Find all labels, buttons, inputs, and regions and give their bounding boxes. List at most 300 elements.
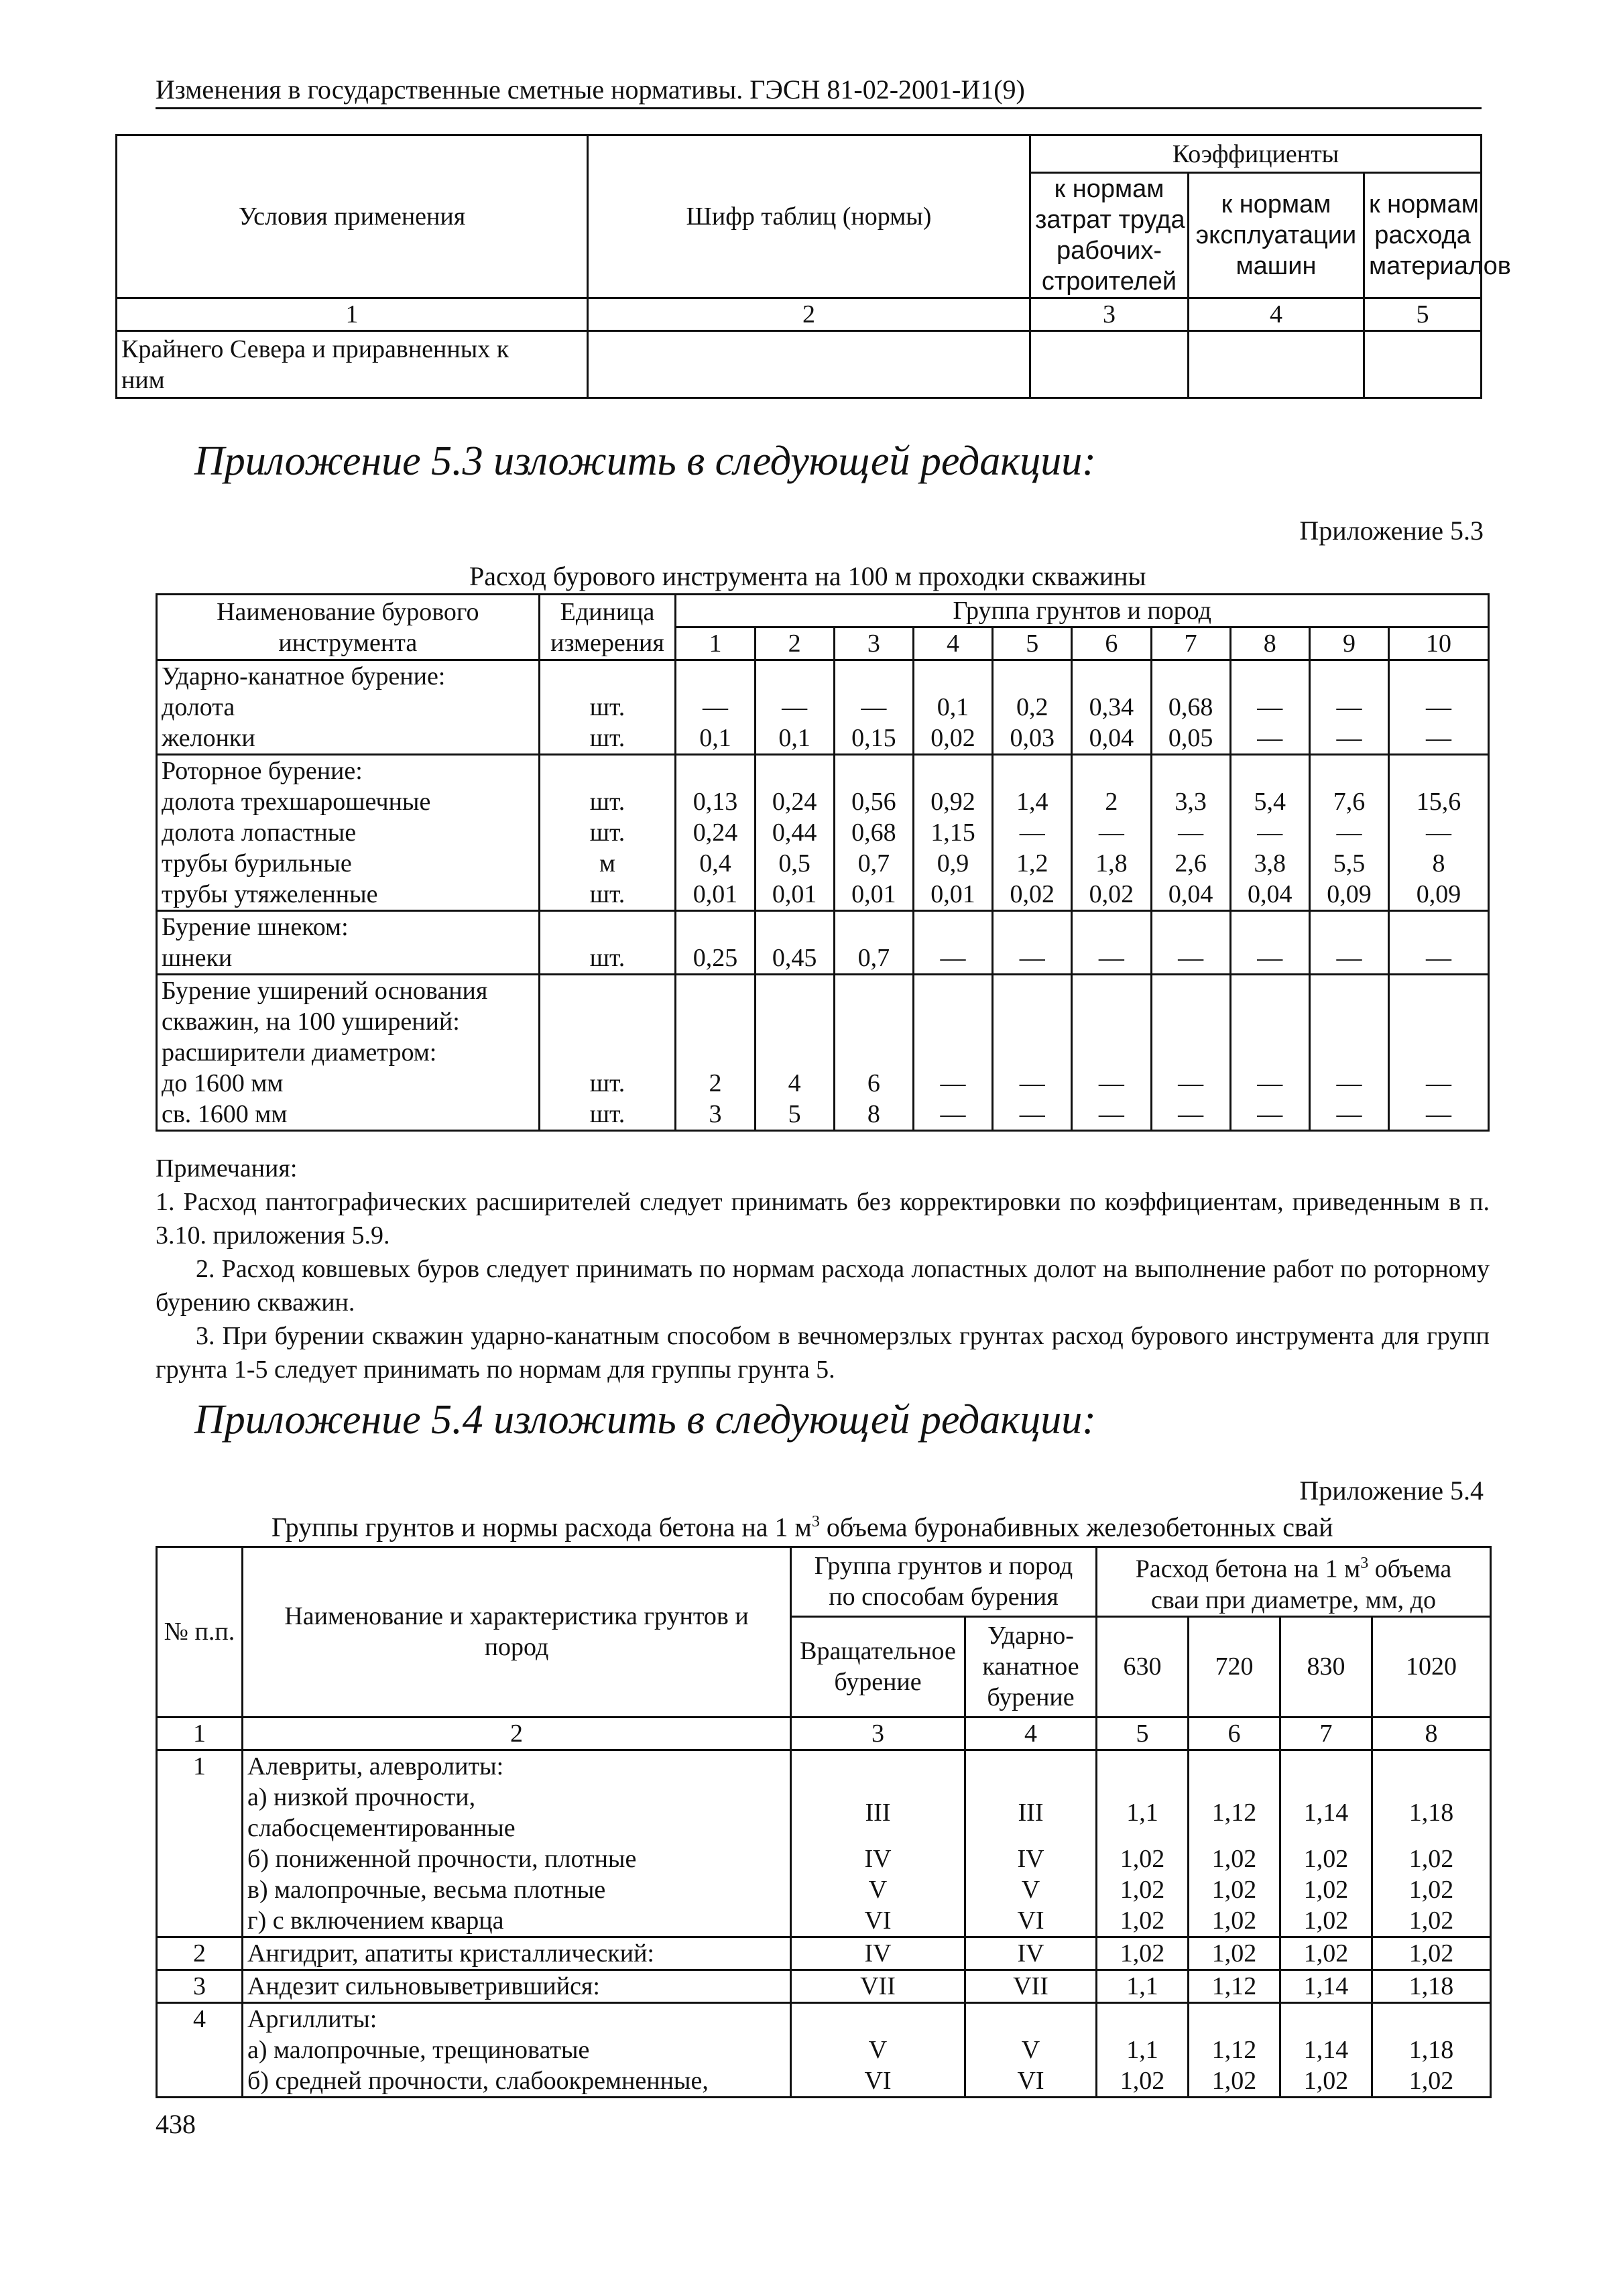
value-cell: — <box>1151 1068 1230 1099</box>
table-row <box>157 1937 1491 1970</box>
group-num: 3 <box>834 627 913 660</box>
empty-cell <box>1230 975 1309 1069</box>
value-cell: — <box>913 1068 992 1099</box>
section-title-row <box>157 911 1489 943</box>
percussion-group-cell: V <box>965 2035 1097 2065</box>
tool-name-cell: шнеки <box>157 943 540 975</box>
rotary-group-cell: V <box>791 2035 965 2065</box>
tool-name-cell: трубы бурильные <box>157 848 540 879</box>
table-row <box>157 1068 1489 1099</box>
tool-name-cell: до 1600 мм <box>157 1068 540 1099</box>
empty-cell <box>913 975 992 1069</box>
coefficients-table <box>115 134 1511 399</box>
empty-cell <box>1072 975 1151 1069</box>
concrete-value-cell: 1,18 <box>1372 2035 1491 2065</box>
tool-name-cell: долота трехшарошечные <box>157 786 540 817</box>
value-cell: — <box>1230 723 1309 755</box>
value-cell: 5 <box>755 1099 834 1131</box>
table3-caption: Группы грунтов и нормы расхода бетона на 1 $м^3$ объема буронабивных железобетонных свай <box>272 1512 1333 1543</box>
soil-name-line: Ангидрит, апатиты кристаллический: <box>247 1939 654 1968</box>
diameter-header: 630 <box>1097 1616 1189 1717</box>
percussion-group-cell: III <box>965 1782 1097 1844</box>
table-row <box>157 1844 1491 1874</box>
unit-cell: шт. <box>539 723 676 755</box>
empty-cell <box>588 331 1030 398</box>
value-cell: 0,1 <box>913 692 992 723</box>
percussion-group-cell: VI <box>965 2065 1097 2098</box>
rotary-drilling-header: Вращательное бурение <box>791 1616 965 1717</box>
value-cell: — <box>1230 943 1309 975</box>
section-title-line: скважин, на 100 уширений: <box>162 1008 460 1036</box>
empty-cell <box>1030 331 1189 398</box>
table-row <box>157 692 1489 723</box>
value-cell: 0,02 <box>1072 879 1151 911</box>
diameter-header: 1020 <box>1372 1616 1491 1717</box>
value-cell: 0,7 <box>834 943 913 975</box>
concrete-value-cell: 1,1 <box>1097 1782 1189 1844</box>
value-cell: 0,05 <box>1151 723 1230 755</box>
value-cell: — <box>1389 1099 1489 1131</box>
unit-cell: шт. <box>539 879 676 911</box>
section-title-line: Бурение уширений основания <box>162 977 488 1005</box>
empty-cell <box>539 975 676 1069</box>
tool-name-cell: желонки <box>157 723 540 755</box>
value-cell: 3,3 <box>1151 786 1230 817</box>
table-row <box>157 879 1489 911</box>
soil-name-line: а) малопрочные, трещиноватые <box>247 2035 590 2064</box>
value-cell: — <box>1389 817 1489 848</box>
coef-machines-header: к нормам эксплуатации машин <box>1189 173 1364 298</box>
group-num: 10 <box>1389 627 1489 660</box>
appendix-label-5-3: Приложение 5.3 <box>1299 516 1484 546</box>
tool-name-cell: долота лопастные <box>157 817 540 848</box>
soil-name-line: в) малопрочные, весьма плотные <box>247 1875 606 1904</box>
percussion-group-cell <box>965 1750 1097 1782</box>
unit-cell: шт. <box>539 692 676 723</box>
value-cell: 0,01 <box>913 879 992 911</box>
rotary-group-cell <box>791 1750 965 1782</box>
column-number-row <box>117 298 1482 331</box>
value-cell: — <box>993 1099 1072 1131</box>
empty-cell <box>1364 331 1482 398</box>
empty-cell <box>1151 755 1230 787</box>
row-number-cell: 4 <box>157 2002 243 2035</box>
col-num: 7 <box>1280 1717 1372 1750</box>
concrete-value-cell: 1,02 <box>1280 1874 1372 1905</box>
soil-name-line: г) с включением кварца <box>247 1906 504 1935</box>
value-cell: 0,1 <box>676 723 755 755</box>
row-number-cell <box>157 2065 243 2098</box>
rotary-group-cell: IV <box>791 1844 965 1874</box>
section-title-line: расширители диаметром: <box>162 1038 437 1067</box>
table2-caption: Расход бурового инструмента на 100 м проходки скважины <box>469 561 1146 591</box>
concrete-value-cell: 1,02 <box>1372 1874 1491 1905</box>
empty-cell <box>1389 755 1489 787</box>
value-cell: 0,02 <box>993 879 1072 911</box>
value-cell: 5,5 <box>1309 848 1388 879</box>
tool-name-cell: трубы утяжеленные <box>157 879 540 911</box>
value-cell: 0,56 <box>834 786 913 817</box>
empty-cell <box>1072 660 1151 692</box>
soil-name-line: слабосцементированные <box>247 1813 516 1842</box>
tool-name-cell: св. 1600 мм <box>157 1099 540 1131</box>
empty-cell <box>539 911 676 943</box>
table-row <box>157 817 1489 848</box>
empty-cell <box>1309 911 1388 943</box>
value-cell: 7,6 <box>1309 786 1388 817</box>
col-num: 6 <box>1189 1717 1280 1750</box>
value-cell: 1,4 <box>993 786 1072 817</box>
group-num: 6 <box>1072 627 1151 660</box>
group-num: 2 <box>755 627 834 660</box>
concrete-value-cell: 1,14 <box>1280 1970 1372 2002</box>
concrete-value-cell: 1,02 <box>1097 1844 1189 1874</box>
percussion-group-cell: VI <box>965 1905 1097 1937</box>
value-cell: 0,25 <box>676 943 755 975</box>
empty-cell <box>1189 331 1364 398</box>
empty-cell <box>1072 911 1151 943</box>
concrete-value-cell <box>1097 2002 1189 2035</box>
value-cell: 0,68 <box>1151 692 1230 723</box>
empty-cell <box>1309 755 1388 787</box>
rotary-group-cell: IV <box>791 1937 965 1970</box>
soil-groups-table <box>156 1546 1492 2098</box>
empty-cell <box>1230 755 1309 787</box>
col-num: 8 <box>1372 1717 1491 1750</box>
empty-cell <box>913 755 992 787</box>
concrete-value-cell: 1,12 <box>1189 1970 1280 2002</box>
concrete-value-cell: 1,02 <box>1189 1937 1280 1970</box>
empty-cell <box>676 755 755 787</box>
value-cell: — <box>913 1099 992 1131</box>
table-row <box>157 1750 1491 1782</box>
table-row <box>157 943 1489 975</box>
concrete-value-cell: 1,02 <box>1280 1937 1372 1970</box>
value-cell: — <box>1389 1068 1489 1099</box>
drilling-tool-body <box>157 660 1489 1131</box>
soil-name-cell <box>243 2065 791 2098</box>
soil-name-cell <box>243 1750 791 1782</box>
col-num: 1 <box>157 1717 243 1750</box>
col-code-header: Шифр таблиц (нормы) <box>588 135 1030 298</box>
col-soil-group-header: Группа грунтов и пород по способам бурения <box>791 1547 1097 1617</box>
section-title-line: Ударно-канатное бурение: <box>162 662 446 690</box>
col-num: 4 <box>965 1717 1097 1750</box>
table-row <box>157 1782 1491 1844</box>
concrete-value-cell <box>1372 1750 1491 1782</box>
value-cell: 0,09 <box>1309 879 1388 911</box>
value-cell: — <box>1309 1099 1388 1131</box>
concrete-value-cell: 1,02 <box>1097 1937 1189 1970</box>
concrete-value-cell: 1,18 <box>1372 1782 1491 1844</box>
soil-name-cell <box>243 2035 791 2065</box>
concrete-value-cell: 1,14 <box>1280 2035 1372 2065</box>
section-title-cell <box>157 975 540 1069</box>
table-row <box>157 786 1489 817</box>
notes-title: Примечания: <box>156 1154 298 1183</box>
row-number-cell <box>157 2035 243 2065</box>
concrete-value-cell: 1,02 <box>1280 1844 1372 1874</box>
value-cell: — <box>1230 817 1309 848</box>
unit-cell: м <box>539 848 676 879</box>
group-num: 9 <box>1309 627 1388 660</box>
table-row <box>157 2035 1491 2065</box>
section-title-5-4: Приложение 5.4 изложить в следующей редакции: <box>194 1397 1096 1443</box>
value-cell: — <box>1389 943 1489 975</box>
empty-cell <box>1389 660 1489 692</box>
table-row <box>157 2065 1491 2098</box>
section-title-row <box>157 660 1489 692</box>
empty-cell <box>755 660 834 692</box>
concrete-value-cell: 1,14 <box>1280 1782 1372 1844</box>
value-cell: — <box>1230 692 1309 723</box>
concrete-value-cell <box>1280 1750 1372 1782</box>
soil-name-line: б) средней прочности, слабоокремненные, <box>247 2066 709 2095</box>
soil-name-line: а) низкой прочности, <box>247 1783 476 1811</box>
concrete-value-cell: 1,02 <box>1097 1905 1189 1937</box>
empty-cell <box>1230 660 1309 692</box>
value-cell: 0,04 <box>1230 879 1309 911</box>
concrete-value-cell: 1,02 <box>1372 2065 1491 2098</box>
empty-cell <box>1309 975 1388 1069</box>
unit-cell: шт. <box>539 817 676 848</box>
col-coef-header: Коэффициенты <box>1030 135 1482 173</box>
value-cell: 0,24 <box>755 786 834 817</box>
value-cell: — <box>1389 692 1489 723</box>
page-number: 438 <box>156 2109 196 2139</box>
value-cell: — <box>1151 943 1230 975</box>
soil-name-cell <box>243 1937 791 1970</box>
rotary-group-cell: III <box>791 1782 965 1844</box>
soil-groups-body <box>157 1750 1491 2097</box>
concrete-value-cell: 1,02 <box>1372 1937 1491 1970</box>
empty-cell <box>1230 911 1309 943</box>
note-3: 3. При бурении скважин ударно-канатным способом в вечномерзлых грунтах расход бурового инструмента для групп грунта 1-5 следует принимать по нормам для группы грунта 5. <box>156 1322 1490 1384</box>
col-num: 3 <box>791 1717 965 1750</box>
soil-name-line: Аргиллиты: <box>247 2004 377 2033</box>
col-num: 5 <box>1097 1717 1189 1750</box>
drilling-tool-table <box>156 593 1490 1132</box>
group-num: 4 <box>913 627 992 660</box>
section-title-row <box>157 975 1489 1069</box>
value-cell: 1,8 <box>1072 848 1151 879</box>
value-cell: 0,4 <box>676 848 755 879</box>
section-title-line: Роторное бурение: <box>162 757 363 785</box>
value-cell: — <box>1309 1068 1388 1099</box>
unit-cell: шт. <box>539 943 676 975</box>
diameter-header: 830 <box>1280 1616 1372 1717</box>
empty-cell <box>1072 755 1151 787</box>
rotary-group-cell: VII <box>791 1970 965 2002</box>
empty-cell <box>755 975 834 1069</box>
empty-cell <box>913 660 992 692</box>
empty-cell <box>1309 660 1388 692</box>
value-cell: — <box>755 692 834 723</box>
empty-cell <box>539 660 676 692</box>
empty-cell <box>539 755 676 787</box>
value-cell: 6 <box>834 1068 913 1099</box>
rotary-group-cell: V <box>791 1874 965 1905</box>
empty-cell <box>676 911 755 943</box>
percussion-group-cell: IV <box>965 1844 1097 1874</box>
soil-name-cell <box>243 2002 791 2035</box>
diameter-header: 720 <box>1189 1616 1280 1717</box>
table-row <box>157 1099 1489 1131</box>
group-num: 5 <box>993 627 1072 660</box>
condition-cell: Крайнего Севера и приравненных к ним <box>117 331 588 398</box>
value-cell: — <box>913 943 992 975</box>
value-cell: — <box>1230 1099 1309 1131</box>
value-cell: 0,09 <box>1389 879 1489 911</box>
empty-cell <box>834 755 913 787</box>
appendix-label-5-4: Приложение 5.4 <box>1299 1475 1484 1506</box>
concrete-value-cell: 1,02 <box>1189 2065 1280 2098</box>
col-group-header: Группа грунтов и пород <box>676 595 1489 627</box>
empty-cell <box>1151 975 1230 1069</box>
value-cell: 0,68 <box>834 817 913 848</box>
column-number-row <box>157 1717 1491 1750</box>
table-row <box>117 331 1482 398</box>
percussion-group-cell: VII <box>965 1970 1097 2002</box>
empty-cell <box>1389 975 1489 1069</box>
empty-cell <box>1151 660 1230 692</box>
value-cell: 4 <box>755 1068 834 1099</box>
col-num: 2 <box>588 298 1030 331</box>
group-num: 8 <box>1230 627 1309 660</box>
concrete-value-cell <box>1097 1750 1189 1782</box>
value-cell: — <box>1151 1099 1230 1131</box>
value-cell: 0,01 <box>834 879 913 911</box>
col-concrete-header: Расход бетона на 1 $м^3$ объема сваи при диаметре, мм, до <box>1097 1547 1491 1617</box>
value-cell: — <box>1151 817 1230 848</box>
concrete-value-cell: 1,02 <box>1097 1874 1189 1905</box>
value-cell: — <box>834 692 913 723</box>
unit-cell: шт. <box>539 786 676 817</box>
row-number-cell: 1 <box>157 1750 243 1782</box>
value-cell: — <box>1309 817 1388 848</box>
value-cell: — <box>993 817 1072 848</box>
concrete-value-cell: 1,02 <box>1372 1905 1491 1937</box>
value-cell: — <box>1072 943 1151 975</box>
value-cell: 0,9 <box>913 848 992 879</box>
row-number-cell <box>157 1874 243 1905</box>
section-title-5-3: Приложение 5.3 изложить в следующей редакции: <box>194 438 1096 484</box>
value-cell: 2 <box>1072 786 1151 817</box>
concrete-value-cell <box>1189 1750 1280 1782</box>
rotary-group-cell: VI <box>791 1905 965 1937</box>
col-soil-name-header: Наименование и характеристика грунтов и пород <box>243 1547 791 1717</box>
row-number-cell: 2 <box>157 1937 243 1970</box>
col-num: 4 <box>1189 298 1364 331</box>
value-cell: — <box>676 692 755 723</box>
concrete-value-cell: 1,02 <box>1280 2065 1372 2098</box>
value-cell: 0,7 <box>834 848 913 879</box>
concrete-value-cell: 1,1 <box>1097 1970 1189 2002</box>
concrete-value-cell <box>1189 2002 1280 2035</box>
value-cell: — <box>1309 692 1388 723</box>
value-cell: 15,6 <box>1389 786 1489 817</box>
notes-block <box>156 1152 1490 1386</box>
col-tool-name-header: Наименование бурового инструмента <box>157 595 540 660</box>
section-title-cell <box>157 755 540 787</box>
table-row <box>157 723 1489 755</box>
value-cell: 0,34 <box>1072 692 1151 723</box>
value-cell: 0,02 <box>913 723 992 755</box>
concrete-value-cell: 1,12 <box>1189 2035 1280 2065</box>
empty-cell <box>676 660 755 692</box>
value-cell: 0,13 <box>676 786 755 817</box>
value-cell: 0,1 <box>755 723 834 755</box>
concrete-value-cell <box>1372 2002 1491 2035</box>
section-title-cell <box>157 911 540 943</box>
value-cell: 3,8 <box>1230 848 1309 879</box>
row-number-cell <box>157 1905 243 1937</box>
value-cell: 0,01 <box>676 879 755 911</box>
row-number-cell: 3 <box>157 1970 243 2002</box>
value-cell: 0,24 <box>676 817 755 848</box>
empty-cell <box>834 660 913 692</box>
value-cell: 1,15 <box>913 817 992 848</box>
unit-cell: шт. <box>539 1068 676 1099</box>
empty-cell <box>834 975 913 1069</box>
empty-cell <box>913 911 992 943</box>
page-header: Изменения в государственные сметные нормативы. ГЭСН 81-02-2001-И1(9) <box>156 74 1482 109</box>
percussion-group-cell: IV <box>965 1937 1097 1970</box>
concrete-value-cell: 1,18 <box>1372 1970 1491 2002</box>
empty-cell <box>676 975 755 1069</box>
concrete-value-cell: 1,02 <box>1189 1905 1280 1937</box>
concrete-value-cell: 1,02 <box>1280 1905 1372 1937</box>
soil-name-cell <box>243 1844 791 1874</box>
value-cell: 0,5 <box>755 848 834 879</box>
soil-name-cell <box>243 1874 791 1905</box>
value-cell: 8 <box>834 1099 913 1131</box>
value-cell: 8 <box>1389 848 1489 879</box>
empty-cell <box>755 755 834 787</box>
value-cell: 0,04 <box>1072 723 1151 755</box>
concrete-value-cell: 1,02 <box>1189 1874 1280 1905</box>
col-num: 3 <box>1030 298 1189 331</box>
value-cell: 0,04 <box>1151 879 1230 911</box>
value-cell: 0,2 <box>993 692 1072 723</box>
value-cell: 0,01 <box>755 879 834 911</box>
empty-cell <box>1151 911 1230 943</box>
empty-cell <box>993 975 1072 1069</box>
row-number-cell <box>157 1844 243 1874</box>
section-title-line: Бурение шнеком: <box>162 913 349 941</box>
value-cell: — <box>1309 723 1388 755</box>
group-num: 1 <box>676 627 755 660</box>
concrete-value-cell <box>1280 2002 1372 2035</box>
soil-name-line: Андезит сильновыветрившийся: <box>247 1972 600 2000</box>
value-cell: 0,15 <box>834 723 913 755</box>
col-num: 1 <box>117 298 588 331</box>
value-cell: 0,44 <box>755 817 834 848</box>
value-cell: 5,4 <box>1230 786 1309 817</box>
row-number-cell <box>157 1782 243 1844</box>
col-conditions-header: Условия применения <box>117 135 588 298</box>
coef-labor-header: к нормам затрат труда рабочих- строителей <box>1030 173 1189 298</box>
value-cell: — <box>993 943 1072 975</box>
soil-name-cell <box>243 1782 791 1844</box>
value-cell: — <box>1072 1068 1151 1099</box>
value-cell: — <box>993 1068 1072 1099</box>
concrete-value-cell: 1,02 <box>1189 1844 1280 1874</box>
soil-name-line: б) пониженной прочности, плотные <box>247 1844 637 1873</box>
soil-name-cell <box>243 1905 791 1937</box>
empty-cell <box>755 911 834 943</box>
coef-materials-header: к нормам расхода материалов <box>1364 173 1482 298</box>
